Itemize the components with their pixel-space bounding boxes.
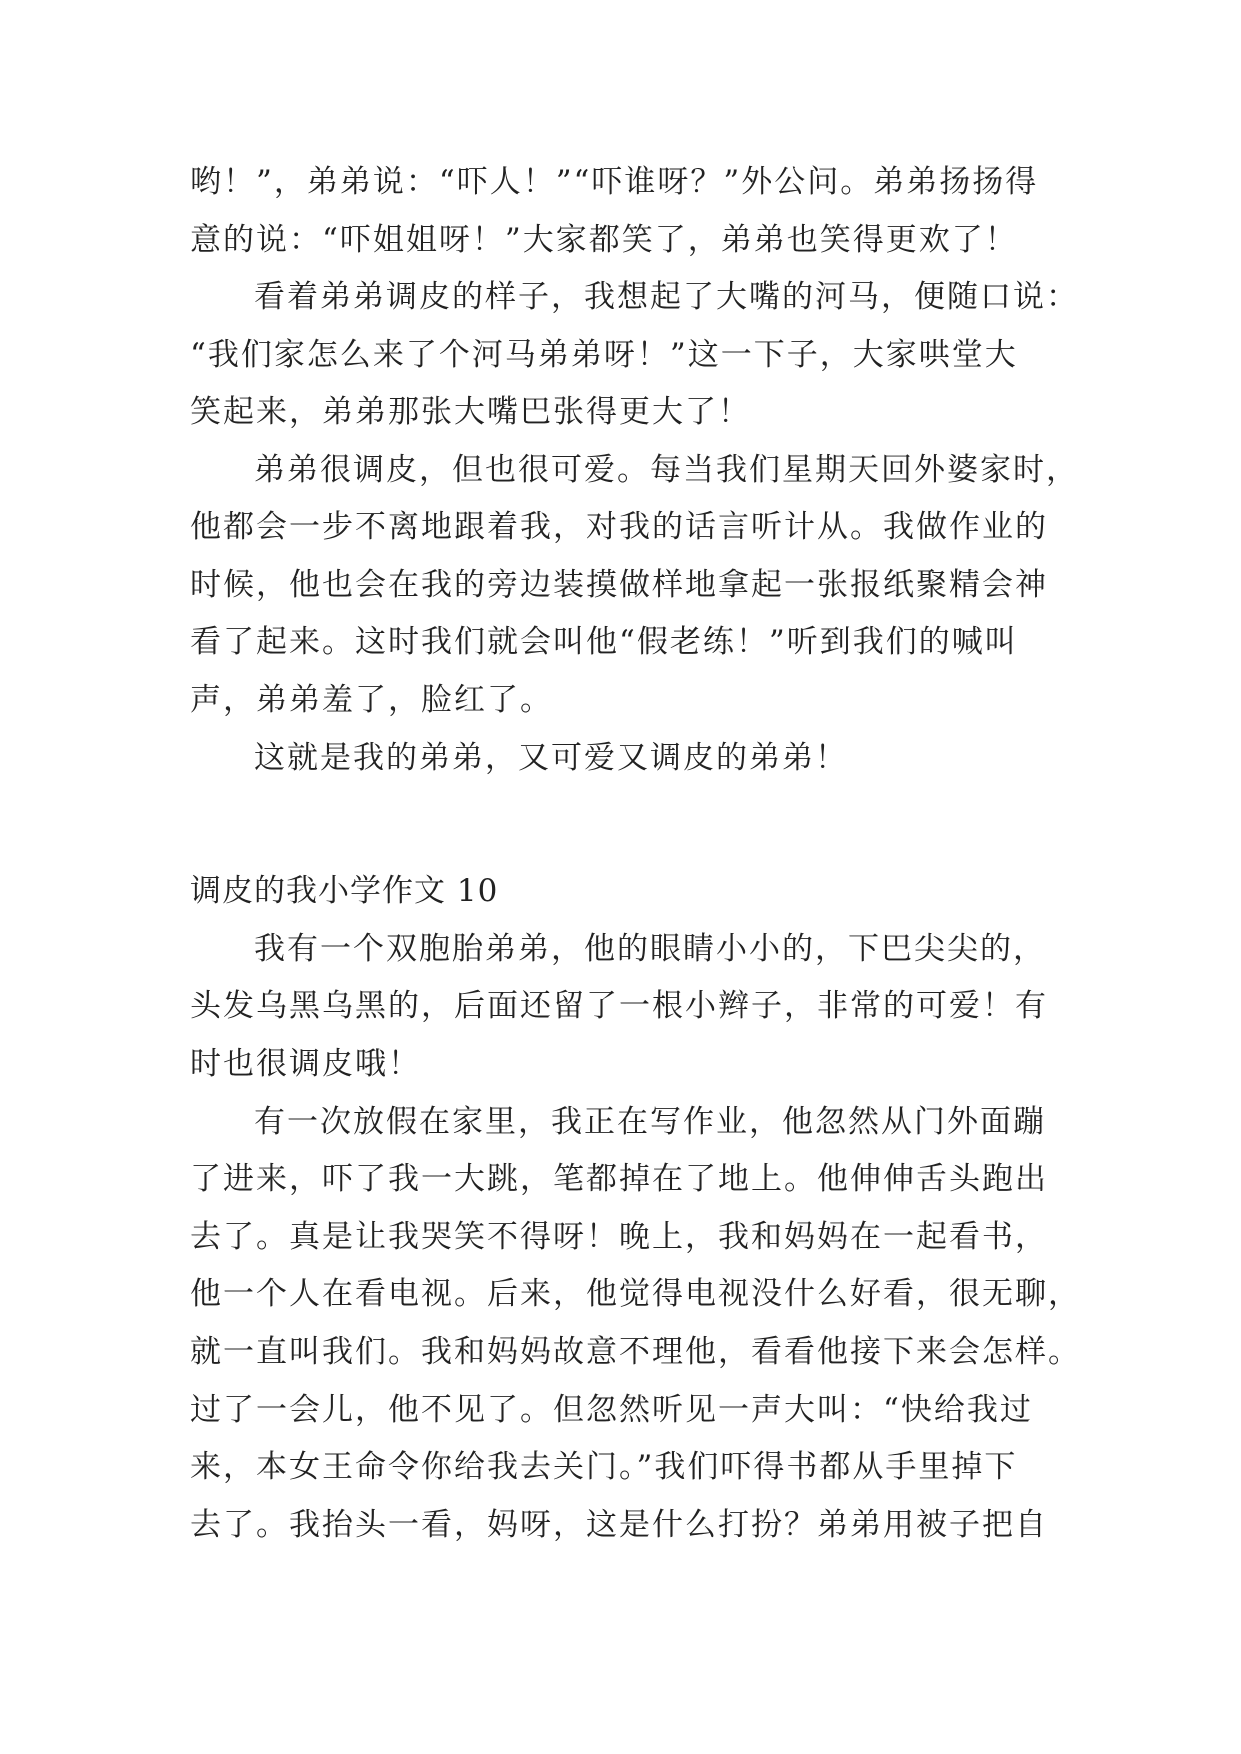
paragraph-line: 了进来，吓了我一大跳，笔都掉在了地上。他伸伸舌头跑出 [190, 1161, 1048, 1197]
paragraph-line: 弟弟很调皮，但也很可爱。每当我们星期天回外婆家时， [254, 452, 1079, 488]
paragraph-line: 去了。我抬头一看，妈呀，这是什么打扮？弟弟用被子把自 [190, 1507, 1048, 1543]
paragraph-line: 有一次放假在家里，我正在写作业，他忽然从门外面蹦 [254, 1104, 1046, 1140]
paragraph-line: 就一直叫我们。我和妈妈故意不理他，看看他接下来会怎样。 [190, 1334, 1081, 1370]
paragraph-line: 看着弟弟调皮的样子，我想起了大嘴的河马，便随口说： [254, 279, 1079, 315]
paragraph-line: 这就是我的弟弟，又可爱又调皮的弟弟！ [254, 740, 848, 776]
paragraph-line: 他一个人在看电视。后来，他觉得电视没什么好看，很无聊， [190, 1276, 1081, 1312]
paragraph-line: 去了。真是让我哭笑不得呀！晚上，我和妈妈在一起看书， [190, 1219, 1048, 1255]
paragraph-line: 时也很调皮哦！ [190, 1046, 421, 1082]
paragraph-line: 过了一会儿，他不见了。但忽然听见一声大叫：“快给我过 [190, 1392, 1033, 1428]
paragraph-line: 声，弟弟羞了，脸红了。 [190, 682, 553, 718]
paragraph-line: 时候，他也会在我的旁边装摸做样地拿起一张报纸聚精会神 [190, 567, 1048, 603]
paragraph-line: 笑起来，弟弟那张大嘴巴张得更大了！ [190, 394, 751, 430]
paragraph-line: 头发乌黑乌黑的，后面还留了一根小辫子，非常的可爱！有 [190, 988, 1048, 1024]
paragraph-line: 看了起来。这时我们就会叫他“假老练！”听到我们的喊叫 [190, 624, 1018, 660]
paragraph-line: 他都会一步不离地跟着我，对我的话言听计从。我做作业的 [190, 509, 1048, 545]
paragraph-line: 来，本女王命令你给我去关门。”我们吓得书都从手里掉下 [190, 1449, 1018, 1485]
paragraph-line: “我们家怎么来了个河马弟弟呀！”这一下子，大家哄堂大 [190, 337, 1018, 373]
section-title: 调皮的我小学作文 10 [190, 873, 499, 909]
paragraph-line: 我有一个双胞胎弟弟，他的眼睛小小的，下巴尖尖的， [254, 931, 1046, 967]
paragraph-line: 哟！”，弟弟说：“吓人！”“吓谁呀？”外公问。弟弟扬扬得 [190, 164, 1039, 200]
paragraph-line: 意的说：“吓姐姐呀！”大家都笑了，弟弟也笑得更欢了！ [190, 222, 1018, 258]
